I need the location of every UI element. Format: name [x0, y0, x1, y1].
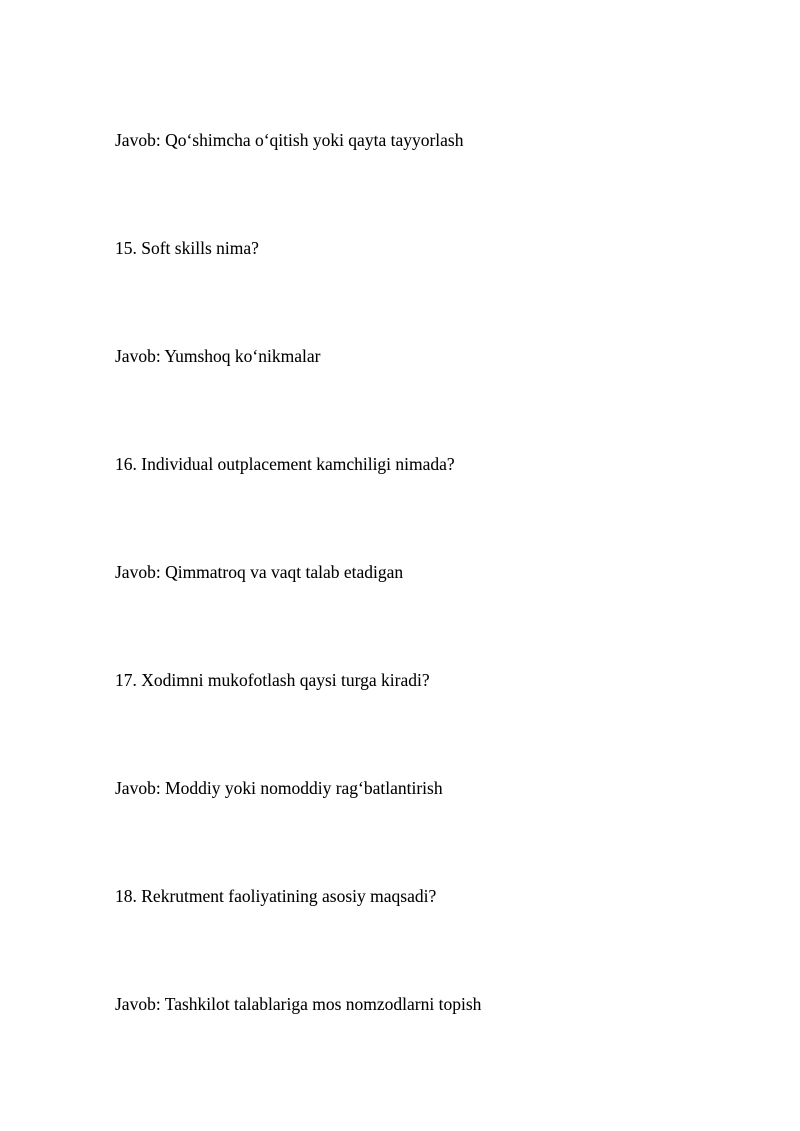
question-text: 18. Rekrutment faoliyatining asosiy maqsadi? — [115, 886, 437, 906]
answer-text: Javob: Moddiy yoki nomoddiy rag‘batlantirish — [115, 778, 443, 798]
question-text: 15. Soft skills nima? — [115, 238, 259, 258]
answer-text: Javob: Qimmatroq va vaqt talab etadigan — [115, 562, 404, 582]
answer-text: Javob: Tashkilot talablariga mos nomzodlarni topish — [115, 994, 482, 1014]
answer-text: Javob: Qo‘shimcha o‘qitish yoki qayta tayyorlash — [115, 130, 464, 150]
question-text: 17. Xodimni mukofotlash qaysi turga kiradi? — [115, 670, 430, 690]
question-text: 16. Individual outplacement kamchiligi nimada? — [115, 454, 455, 474]
answer-text: Javob: Yumshoq ko‘nikmalar — [115, 346, 321, 366]
